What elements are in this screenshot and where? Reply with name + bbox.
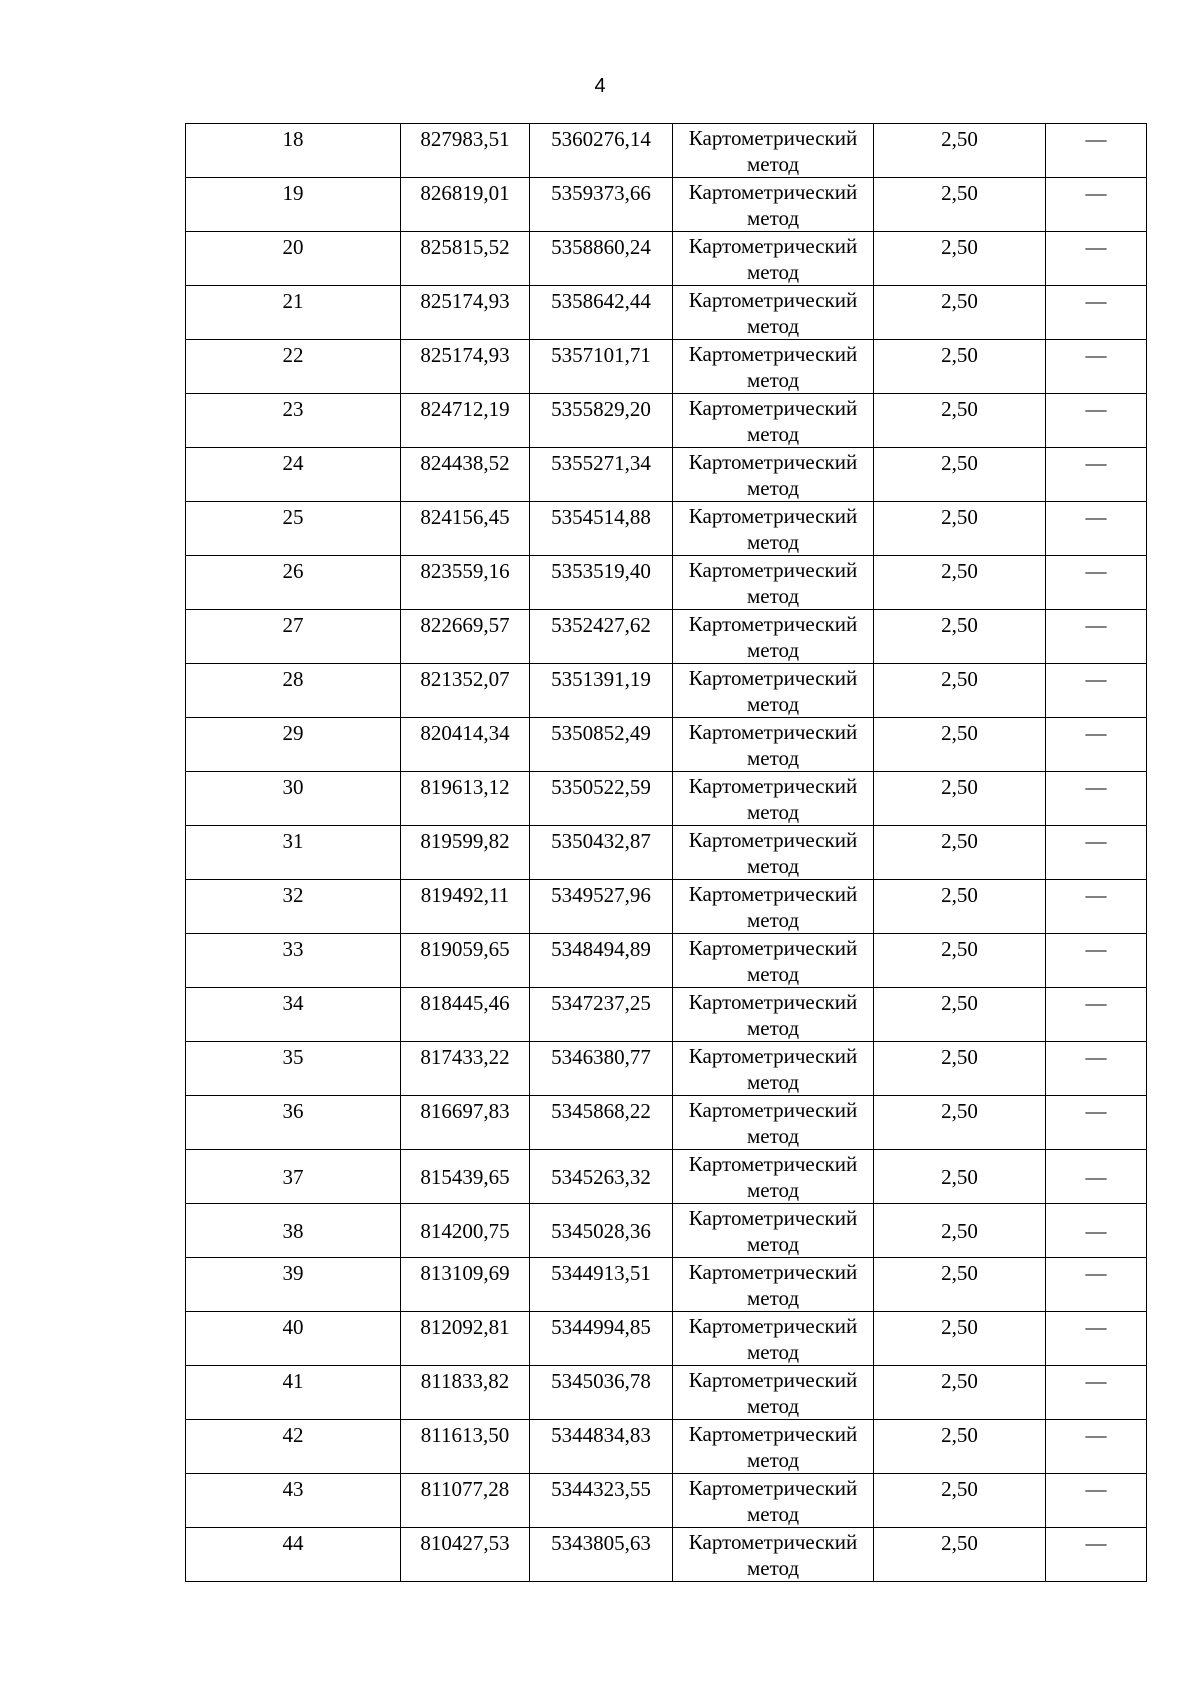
point-number-cell: 21 — [186, 286, 401, 340]
method-line-2: метод — [746, 368, 800, 392]
x-coordinate-cell: 820414,34 — [401, 718, 530, 772]
table-row — [186, 556, 1147, 610]
y-coordinate-cell: 5344994,85 — [530, 1312, 673, 1366]
x-coordinate-cell: 817433,22 — [401, 1042, 530, 1096]
method-line-1: Картометрический — [688, 126, 858, 150]
method-line-1: Картометрический — [688, 1368, 858, 1392]
description-cell: — — [1046, 934, 1147, 988]
table-row — [186, 340, 1147, 394]
y-coordinate-cell: 5350852,49 — [530, 718, 673, 772]
method-cell — [673, 1150, 874, 1204]
accuracy-cell: 2,50 — [874, 1150, 1046, 1204]
point-number-cell: 40 — [186, 1312, 401, 1366]
x-coordinate-cell: 826819,01 — [401, 178, 530, 232]
y-coordinate-cell: 5348494,89 — [530, 934, 673, 988]
table-row — [186, 1312, 1147, 1366]
method-cell — [673, 1096, 874, 1150]
point-number-cell: 38 — [186, 1204, 401, 1258]
table-row — [186, 772, 1147, 826]
accuracy-cell: 2,50 — [874, 1258, 1046, 1312]
accuracy-cell: 2,50 — [874, 124, 1046, 178]
description-cell: — — [1046, 1150, 1147, 1204]
method-line-1: Картометрический — [688, 180, 858, 204]
method-line-1: Картометрический — [688, 1476, 858, 1500]
method-line-1: Картометрический — [688, 666, 858, 690]
method-cell — [673, 1366, 874, 1420]
method-line-2: метод — [746, 1124, 800, 1148]
method-cell — [673, 340, 874, 394]
accuracy-cell: 2,50 — [874, 772, 1046, 826]
method-cell — [673, 178, 874, 232]
method-line-1: Картометрический — [688, 990, 858, 1014]
method-line-2: метод — [746, 1340, 800, 1364]
point-number-cell: 22 — [186, 340, 401, 394]
description-cell: — — [1046, 718, 1147, 772]
x-coordinate-cell: 818445,46 — [401, 988, 530, 1042]
y-coordinate-cell: 5355829,20 — [530, 394, 673, 448]
x-coordinate-cell: 813109,69 — [401, 1258, 530, 1312]
method-cell — [673, 1312, 874, 1366]
method-line-1: Картометрический — [688, 1044, 858, 1068]
method-cell — [673, 232, 874, 286]
description-cell: — — [1046, 1474, 1147, 1528]
y-coordinate-cell: 5345028,36 — [530, 1204, 673, 1258]
x-coordinate-cell: 812092,81 — [401, 1312, 530, 1366]
accuracy-cell: 2,50 — [874, 988, 1046, 1042]
description-cell: — — [1046, 1258, 1147, 1312]
table-row — [186, 934, 1147, 988]
point-number-cell: 24 — [186, 448, 401, 502]
method-line-2: метод — [746, 1286, 800, 1310]
method-line-1: Картометрический — [688, 396, 858, 420]
table-row — [186, 448, 1147, 502]
x-coordinate-cell: 815439,65 — [401, 1150, 530, 1204]
accuracy-cell: 2,50 — [874, 1528, 1046, 1582]
y-coordinate-cell: 5355271,34 — [530, 448, 673, 502]
method-line-1: Картометрический — [688, 1314, 858, 1338]
accuracy-cell: 2,50 — [874, 610, 1046, 664]
method-cell — [673, 124, 874, 178]
description-cell: — — [1046, 1528, 1147, 1582]
description-cell: — — [1046, 232, 1147, 286]
method-line-2: метод — [746, 908, 800, 932]
description-cell: — — [1046, 988, 1147, 1042]
accuracy-cell: 2,50 — [874, 1096, 1046, 1150]
description-cell: — — [1046, 1204, 1147, 1258]
table-row — [186, 286, 1147, 340]
x-coordinate-cell: 824712,19 — [401, 394, 530, 448]
description-cell: — — [1046, 124, 1147, 178]
table-row — [186, 502, 1147, 556]
accuracy-cell: 2,50 — [874, 1366, 1046, 1420]
y-coordinate-cell: 5345036,78 — [530, 1366, 673, 1420]
method-line-2: метод — [746, 692, 800, 716]
method-line-2: метод — [746, 854, 800, 878]
table-row — [186, 988, 1147, 1042]
table-row — [186, 664, 1147, 718]
point-number-cell: 34 — [186, 988, 401, 1042]
y-coordinate-cell: 5345868,22 — [530, 1096, 673, 1150]
method-cell — [673, 1258, 874, 1312]
y-coordinate-cell: 5358860,24 — [530, 232, 673, 286]
x-coordinate-cell: 823559,16 — [401, 556, 530, 610]
y-coordinate-cell: 5350432,87 — [530, 826, 673, 880]
method-line-1: Картометрический — [688, 612, 858, 636]
y-coordinate-cell: 5354514,88 — [530, 502, 673, 556]
x-coordinate-cell: 811077,28 — [401, 1474, 530, 1528]
description-cell: — — [1046, 1312, 1147, 1366]
method-line-1: Картометрический — [688, 504, 858, 528]
table-row — [186, 610, 1147, 664]
method-cell — [673, 934, 874, 988]
y-coordinate-cell: 5359373,66 — [530, 178, 673, 232]
description-cell: — — [1046, 880, 1147, 934]
y-coordinate-cell: 5344913,51 — [530, 1258, 673, 1312]
method-cell — [673, 610, 874, 664]
method-line-2: метод — [746, 476, 800, 500]
point-number-cell: 43 — [186, 1474, 401, 1528]
y-coordinate-cell: 5346380,77 — [530, 1042, 673, 1096]
method-line-1: Картометрический — [688, 1422, 858, 1446]
method-line-2: метод — [746, 152, 800, 176]
x-coordinate-cell: 811833,82 — [401, 1366, 530, 1420]
accuracy-cell: 2,50 — [874, 718, 1046, 772]
method-line-2: метод — [746, 1502, 800, 1526]
method-line-2: метод — [746, 1178, 800, 1202]
table-row — [186, 1258, 1147, 1312]
method-line-1: Картометрический — [688, 288, 858, 312]
point-number-cell: 42 — [186, 1420, 401, 1474]
table-row — [186, 232, 1147, 286]
accuracy-cell: 2,50 — [874, 178, 1046, 232]
method-cell — [673, 502, 874, 556]
method-line-2: метод — [746, 530, 800, 554]
method-line-2: метод — [746, 638, 800, 662]
point-number-cell: 25 — [186, 502, 401, 556]
x-coordinate-cell: 825815,52 — [401, 232, 530, 286]
method-cell — [673, 448, 874, 502]
point-number-cell: 37 — [186, 1150, 401, 1204]
accuracy-cell: 2,50 — [874, 1474, 1046, 1528]
x-coordinate-cell: 822669,57 — [401, 610, 530, 664]
y-coordinate-cell: 5360276,14 — [530, 124, 673, 178]
y-coordinate-cell: 5357101,71 — [530, 340, 673, 394]
y-coordinate-cell: 5353519,40 — [530, 556, 673, 610]
accuracy-cell: 2,50 — [874, 664, 1046, 718]
accuracy-cell: 2,50 — [874, 1042, 1046, 1096]
method-cell — [673, 880, 874, 934]
point-number-cell: 27 — [186, 610, 401, 664]
table-row — [186, 1204, 1147, 1258]
x-coordinate-cell: 819492,11 — [401, 880, 530, 934]
x-coordinate-cell: 811613,50 — [401, 1420, 530, 1474]
table-row — [186, 880, 1147, 934]
accuracy-cell: 2,50 — [874, 1312, 1046, 1366]
method-line-2: метод — [746, 746, 800, 770]
method-line-1: Картометрический — [688, 1530, 858, 1554]
y-coordinate-cell: 5343805,63 — [530, 1528, 673, 1582]
x-coordinate-cell: 824156,45 — [401, 502, 530, 556]
y-coordinate-cell: 5344834,83 — [530, 1420, 673, 1474]
y-coordinate-cell: 5349527,96 — [530, 880, 673, 934]
y-coordinate-cell: 5352427,62 — [530, 610, 673, 664]
table-row — [186, 826, 1147, 880]
method-line-1: Картометрический — [688, 1260, 858, 1284]
accuracy-cell: 2,50 — [874, 502, 1046, 556]
x-coordinate-cell: 824438,52 — [401, 448, 530, 502]
y-coordinate-cell: 5358642,44 — [530, 286, 673, 340]
method-line-1: Картометрический — [688, 450, 858, 474]
accuracy-cell: 2,50 — [874, 556, 1046, 610]
method-cell — [673, 826, 874, 880]
description-cell: — — [1046, 556, 1147, 610]
table-row — [186, 1420, 1147, 1474]
description-cell: — — [1046, 394, 1147, 448]
table-row — [186, 178, 1147, 232]
method-line-1: Картометрический — [688, 558, 858, 582]
y-coordinate-cell: 5350522,59 — [530, 772, 673, 826]
method-line-2: метод — [746, 1448, 800, 1472]
x-coordinate-cell: 810427,53 — [401, 1528, 530, 1582]
table-row — [186, 1096, 1147, 1150]
description-cell: — — [1046, 772, 1147, 826]
method-line-1: Картометрический — [688, 828, 858, 852]
point-number-cell: 36 — [186, 1096, 401, 1150]
table-row — [186, 1366, 1147, 1420]
x-coordinate-cell: 816697,83 — [401, 1096, 530, 1150]
point-number-cell: 41 — [186, 1366, 401, 1420]
y-coordinate-cell: 5344323,55 — [530, 1474, 673, 1528]
method-line-2: метод — [746, 962, 800, 986]
accuracy-cell: 2,50 — [874, 394, 1046, 448]
method-line-2: метод — [746, 1556, 800, 1580]
table-row — [186, 718, 1147, 772]
page-number: 4 — [594, 75, 606, 97]
method-line-1: Картометрический — [688, 720, 858, 744]
point-number-cell: 20 — [186, 232, 401, 286]
table-row — [186, 1042, 1147, 1096]
accuracy-cell: 2,50 — [874, 1204, 1046, 1258]
accuracy-cell: 2,50 — [874, 880, 1046, 934]
method-line-1: Картометрический — [688, 342, 858, 366]
table-row — [186, 1474, 1147, 1528]
method-line-2: метод — [746, 584, 800, 608]
method-cell — [673, 556, 874, 610]
accuracy-cell: 2,50 — [874, 934, 1046, 988]
point-number-cell: 39 — [186, 1258, 401, 1312]
y-coordinate-cell: 5351391,19 — [530, 664, 673, 718]
method-line-1: Картометрический — [688, 936, 858, 960]
description-cell: — — [1046, 1366, 1147, 1420]
description-cell: — — [1046, 448, 1147, 502]
accuracy-cell: 2,50 — [874, 448, 1046, 502]
table-row — [186, 1528, 1147, 1582]
x-coordinate-cell: 821352,07 — [401, 664, 530, 718]
x-coordinate-cell: 819613,12 — [401, 772, 530, 826]
description-cell: — — [1046, 502, 1147, 556]
description-cell: — — [1046, 340, 1147, 394]
x-coordinate-cell: 825174,93 — [401, 340, 530, 394]
method-line-1: Картометрический — [688, 774, 858, 798]
method-line-2: метод — [746, 314, 800, 338]
point-number-cell: 28 — [186, 664, 401, 718]
method-cell — [673, 988, 874, 1042]
method-line-1: Картометрический — [688, 1098, 858, 1122]
method-line-2: метод — [746, 1016, 800, 1040]
method-line-2: метод — [746, 800, 800, 824]
method-line-2: метод — [746, 206, 800, 230]
description-cell: — — [1046, 1420, 1147, 1474]
y-coordinate-cell: 5345263,32 — [530, 1150, 673, 1204]
method-cell — [673, 1042, 874, 1096]
description-cell: — — [1046, 1096, 1147, 1150]
description-cell: — — [1046, 826, 1147, 880]
point-number-cell: 35 — [186, 1042, 401, 1096]
method-cell — [673, 772, 874, 826]
x-coordinate-cell: 825174,93 — [401, 286, 530, 340]
accuracy-cell: 2,50 — [874, 826, 1046, 880]
point-number-cell: 18 — [186, 124, 401, 178]
method-line-2: метод — [746, 260, 800, 284]
description-cell: — — [1046, 610, 1147, 664]
description-cell: — — [1046, 286, 1147, 340]
method-line-1: Картометрический — [688, 882, 858, 906]
x-coordinate-cell: 819059,65 — [401, 934, 530, 988]
method-line-2: метод — [746, 1232, 800, 1256]
method-cell — [673, 394, 874, 448]
method-cell — [673, 718, 874, 772]
method-cell — [673, 1528, 874, 1582]
method-cell — [673, 664, 874, 718]
point-number-cell: 23 — [186, 394, 401, 448]
accuracy-cell: 2,50 — [874, 232, 1046, 286]
description-cell: — — [1046, 664, 1147, 718]
point-number-cell: 32 — [186, 880, 401, 934]
x-coordinate-cell: 827983,51 — [401, 124, 530, 178]
method-cell — [673, 1204, 874, 1258]
method-line-1: Картометрический — [688, 1152, 858, 1176]
point-number-cell: 31 — [186, 826, 401, 880]
method-line-1: Картометрический — [688, 1206, 858, 1230]
method-cell — [673, 1474, 874, 1528]
accuracy-cell: 2,50 — [874, 1420, 1046, 1474]
point-number-cell: 44 — [186, 1528, 401, 1582]
table-row — [186, 1150, 1147, 1204]
method-line-2: метод — [746, 1394, 800, 1418]
method-line-1: Картометрический — [688, 234, 858, 258]
method-line-2: метод — [746, 422, 800, 446]
coordinates-table — [185, 123, 1147, 1582]
accuracy-cell: 2,50 — [874, 286, 1046, 340]
y-coordinate-cell: 5347237,25 — [530, 988, 673, 1042]
point-number-cell: 29 — [186, 718, 401, 772]
method-cell — [673, 286, 874, 340]
table-row — [186, 394, 1147, 448]
description-cell: — — [1046, 1042, 1147, 1096]
point-number-cell: 30 — [186, 772, 401, 826]
method-line-2: метод — [746, 1070, 800, 1094]
point-number-cell: 33 — [186, 934, 401, 988]
x-coordinate-cell: 814200,75 — [401, 1204, 530, 1258]
description-cell: — — [1046, 178, 1147, 232]
coordinates-table-body — [186, 124, 1147, 1582]
method-cell — [673, 1420, 874, 1474]
accuracy-cell: 2,50 — [874, 340, 1046, 394]
point-number-cell: 26 — [186, 556, 401, 610]
x-coordinate-cell: 819599,82 — [401, 826, 530, 880]
point-number-cell: 19 — [186, 178, 401, 232]
table-row — [186, 124, 1147, 178]
